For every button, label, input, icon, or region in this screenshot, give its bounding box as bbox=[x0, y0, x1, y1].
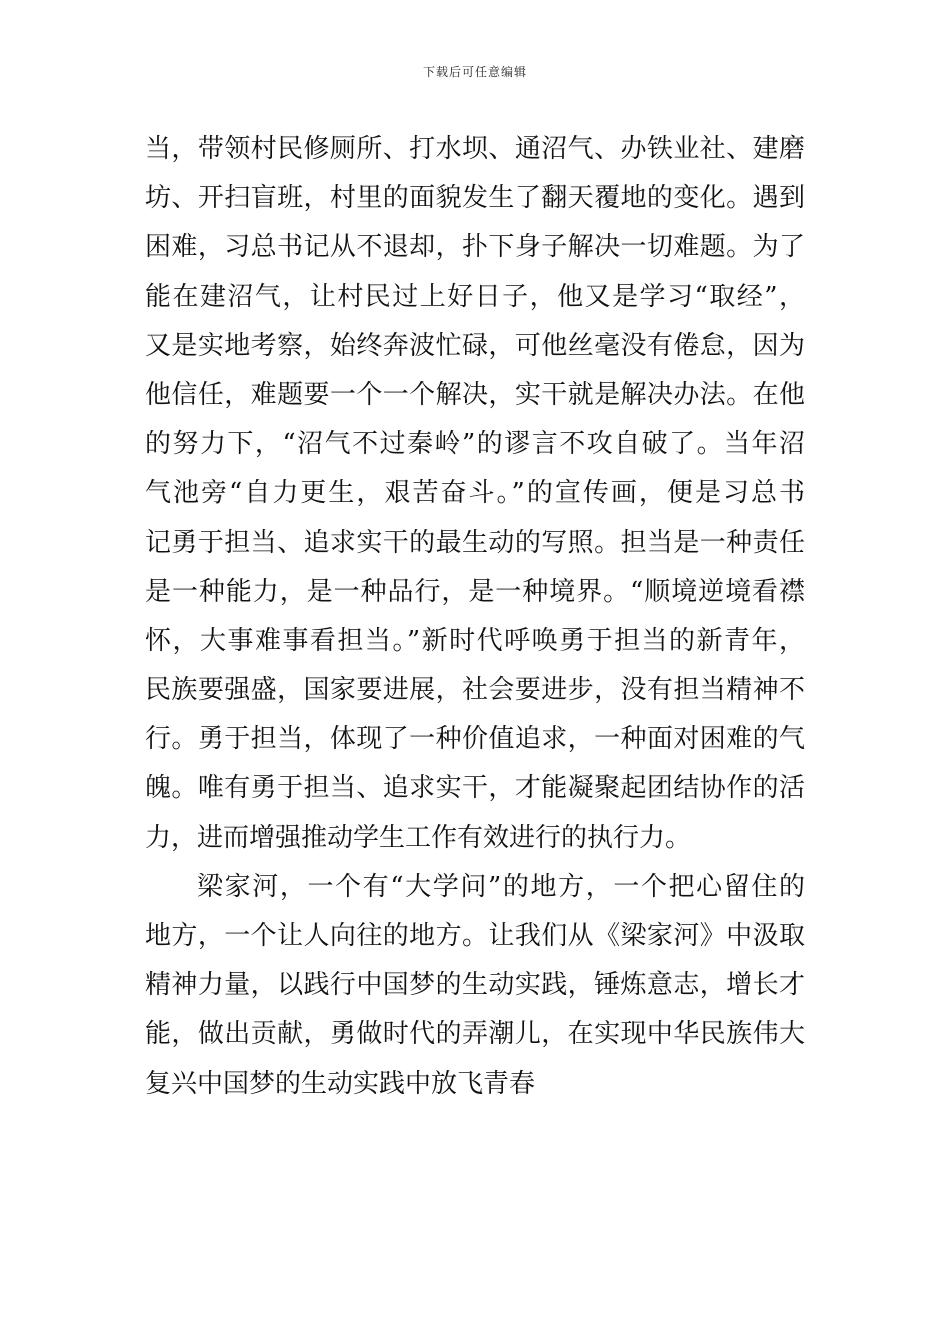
text-line: 怀，大事难事看担当。”新时代呼唤勇于担当的新青年， bbox=[145, 625, 805, 656]
text-line: 复兴中国梦的生动实践中放飞青春 bbox=[145, 1068, 536, 1099]
text-line: 能在建沼气，让村民过上好日子，他又是学习“取经”， bbox=[145, 281, 805, 312]
text-line: 当，带领村民修厕所、打水坝、通沼气、办铁业社、建磨 bbox=[145, 134, 805, 164]
text-line: 又是实地考察，始终奔波忙碌，可他丝毫没有倦怠，因为 bbox=[145, 330, 805, 361]
text-line: 记勇于担当、追求实干的最生动的写照。担当是一种责任 bbox=[145, 527, 805, 558]
text-line: 困难，习总书记从不退却，扑下身子解决一切难题。为了 bbox=[145, 232, 805, 263]
text-line: 精神力量，以践行中国梦的生动实践，锤炼意志，增长才 bbox=[145, 970, 805, 1001]
text-line: 坊、开扫盲班，村里的面貌发生了翻天覆地的变化。遇到 bbox=[145, 183, 805, 214]
text-line: 梁家河，一个有“大学问”的地方，一个把心留住的 bbox=[197, 871, 805, 902]
text-line: 行。勇于担当，体现了一种价值追求，一种面对困难的气 bbox=[145, 724, 805, 755]
text-line: 他信任，难题要一个一个解决，实干就是解决办法。在他 bbox=[145, 379, 805, 410]
page-header: 下载后可任意编辑 bbox=[422, 65, 527, 79]
text-line: 是一种能力，是一种品行，是一种境界。“顺境逆境看襟 bbox=[145, 576, 805, 607]
paragraph-1 bbox=[145, 125, 805, 863]
text-line: 气池旁“自力更生，艰苦奋斗。”的宣传画，便是习总书 bbox=[145, 478, 805, 509]
text-line: 力，进而增强推动学生工作有效进行的执行力。 bbox=[145, 822, 692, 853]
paragraph-2 bbox=[145, 863, 805, 1109]
text-line: 民族要强盛，国家要进展，社会要进步，没有担当精神不 bbox=[145, 675, 805, 706]
body-text bbox=[145, 125, 805, 1109]
text-line: 地方，一个让人向往的地方。让我们从《梁家河》中汲取 bbox=[145, 921, 805, 951]
text-line: 能，做出贡献，勇做时代的弄潮儿，在实现中华民族伟大 bbox=[145, 1019, 805, 1050]
text-line: 的努力下，“沼气不过秦岭”的谬言不攻自破了。当年沼 bbox=[145, 429, 805, 460]
text-line: 魄。唯有勇于担当、追求实干，才能凝聚起团结协作的活 bbox=[145, 773, 805, 804]
